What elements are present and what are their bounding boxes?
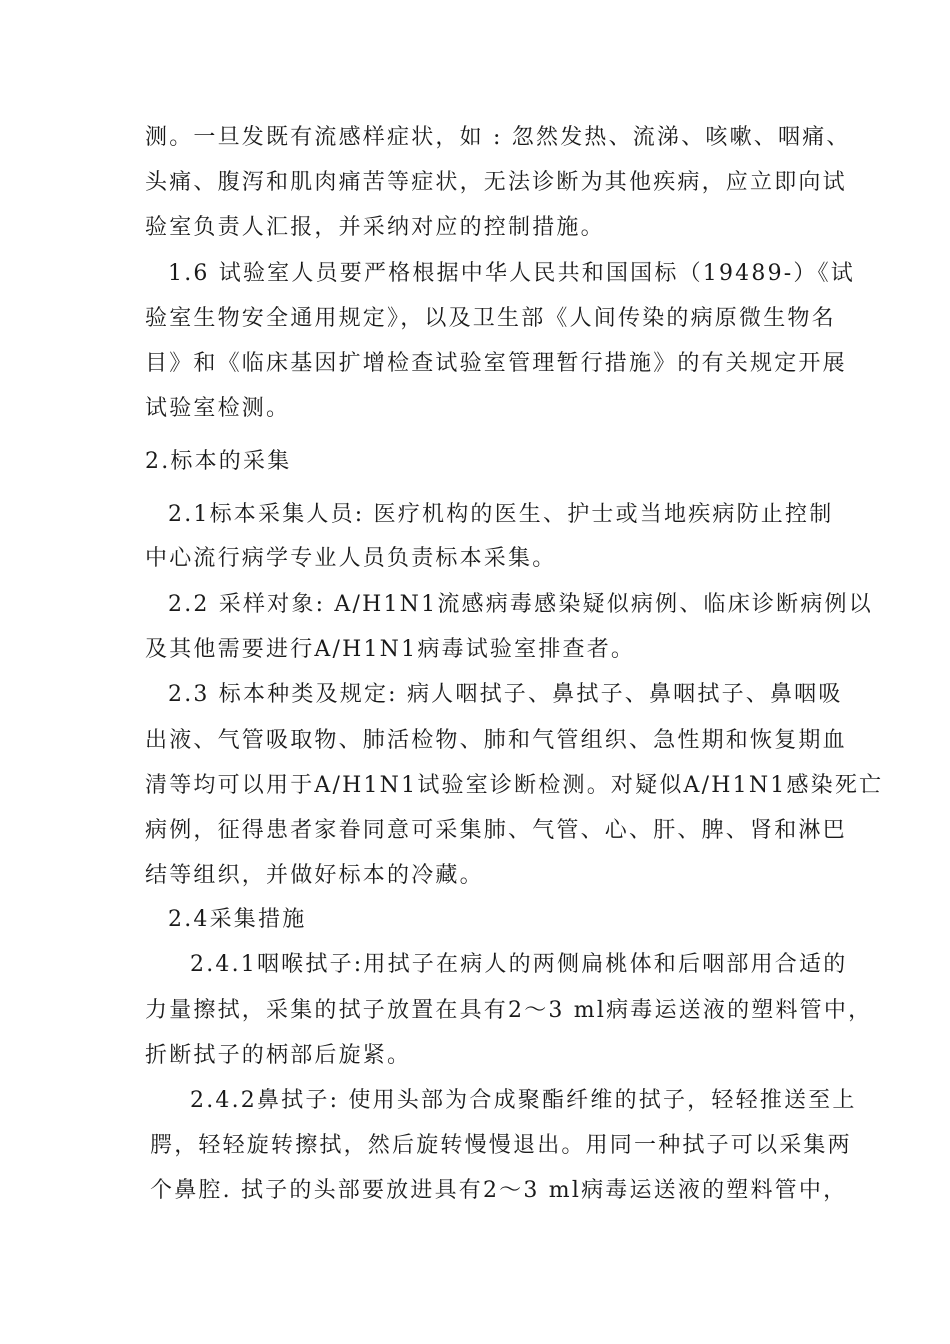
text-line: 验室生物安全通用规定》，以及卫生部《人间传染的病原微生物名 (145, 306, 836, 331)
text-line: 测。一旦发既有流感样症状，如 : 忽然发热、流涕、咳嗽、咽痛、 (145, 125, 851, 150)
section-heading: 2.标本的采集 (145, 449, 292, 474)
subsection-heading: 2.4采集措施 (168, 907, 307, 932)
text-line: 目》和《临床基因扩增检查试验室管理暂行措施》的有关规定开展 (145, 351, 847, 376)
text-line: 出液、气管吸取物、肺活检物、肺和气管组织、急性期和恢复期血 (145, 728, 847, 753)
text-line: 及其他需要进行A/H1N1病毒试验室排查者。 (145, 637, 636, 662)
text-line: 清等均可以用于A/H1N1试验室诊断检测。对疑似A/H1N1感染死亡 (145, 773, 884, 798)
text-line: 2.1标本采集人员: 医疗机构的医生、护士或当地疾病防止控制 (168, 502, 834, 527)
text-line: 2.4.1咽喉拭子:用拭子在病人的两侧扁桃体和后咽部用合适的 (190, 952, 848, 977)
text-line: 腭，轻轻旋转擦拭，然后旋转慢慢退出。用同一种拭子可以采集两 (150, 1133, 852, 1158)
text-line: 结等组织，并做好标本的冷藏。 (145, 863, 484, 888)
text-line: 2.3 标本种类及规定: 病人咽拭子、鼻拭子、鼻咽拭子、鼻咽吸 (168, 682, 843, 707)
text-line: 1.6 试验室人员要严格根据中华人民共和国国标（19489-）《试 (168, 261, 856, 286)
text-line: 验室负责人汇报，并采纳对应的控制措施。 (145, 215, 605, 240)
text-line: 力量擦拭，采集的拭子放置在具有2～3 ml病毒运送液的塑料管中， (145, 998, 873, 1023)
text-line: 2.2 采样对象: A/H1N1流感病毒感染疑似病例、临床诊断病例以 (168, 592, 873, 617)
text-line: 病例，征得患者家眷同意可采集肺、气管、心、肝、脾、肾和淋巴 (145, 818, 847, 843)
text-line: 中心流行病学专业人员负责标本采集。 (145, 546, 557, 571)
text-line: 个鼻腔. 拭子的头部要放进具有2～3 ml病毒运送液的塑料管中， (150, 1178, 848, 1203)
text-line: 试验室检测。 (145, 396, 291, 421)
text-line: 折断拭子的柄部后旋紧。 (145, 1043, 412, 1068)
text-line: 2.4.2鼻拭子: 使用头部为合成聚酯纤维的拭子，轻轻推送至上 (190, 1088, 857, 1113)
text-line: 头痛、腹泻和肌肉痛苦等症状，无法诊断为其他疾病，应立即向试 (145, 170, 847, 195)
